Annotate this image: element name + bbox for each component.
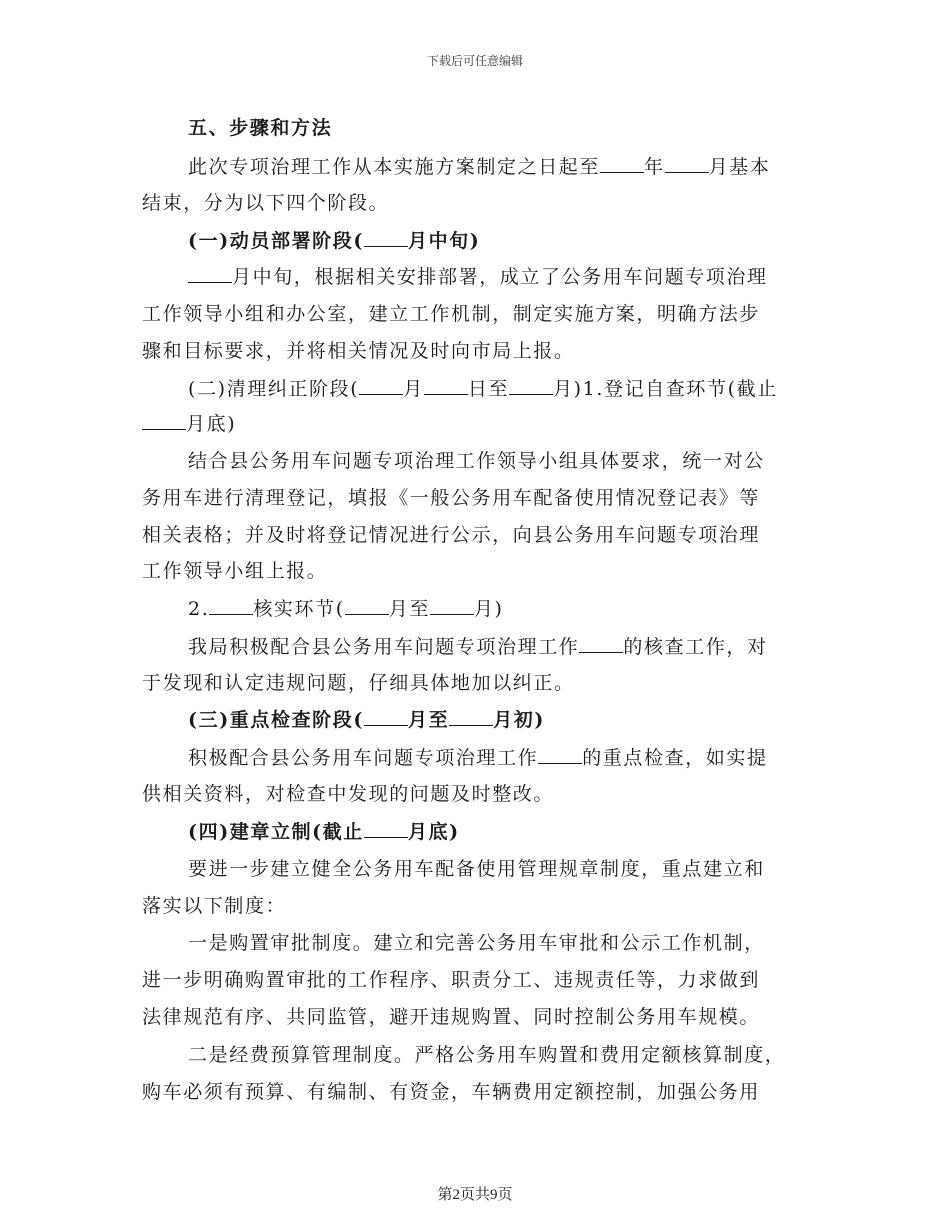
paragraph-line: 工作领导小组上报。 <box>142 560 328 582</box>
fill-in-blank <box>359 374 403 395</box>
paragraph-line: 法律规范有序、共同监管，避开违规购置、同时控制公务用车规模。 <box>142 1006 761 1028</box>
fill-in-blank <box>188 262 232 283</box>
paragraph-line: 落实以下制度： <box>142 895 287 917</box>
fill-in-blank <box>665 152 709 173</box>
paragraph-line: 购车必须有预算、有编制、有资金，车辆费用定额控制，加强公务用 <box>142 1081 761 1103</box>
paragraph-line: 结合县公务用车问题专项治理工作领导小组具体要求，统一对公 <box>188 450 765 472</box>
footer-suffix: 页 <box>497 1185 513 1203</box>
paragraph-line: 此次专项治理工作从本实施方案制定之日起至 年 月基本 <box>188 152 888 181</box>
fill-in-blank <box>142 409 186 430</box>
paragraph-line: 骤和目标要求，并将相关情况及时向市局上报。 <box>142 340 575 362</box>
paragraph-line: 结束，分为以下四个阶段。 <box>142 192 390 214</box>
footer-middle: 页共 <box>459 1185 490 1203</box>
fill-in-blank <box>424 374 468 395</box>
fill-in-blank <box>538 743 582 764</box>
footer-total-pages: 9 <box>490 1187 498 1203</box>
paragraph-line: 工作领导小组和办公室，建立工作机制，制定实施方案，明确方法步 <box>142 303 761 325</box>
fill-in-blank <box>509 374 553 395</box>
paragraph-line: 二是经费预算管理制度。严格公务用车购置和费用定额核算制度， <box>188 1044 786 1066</box>
paragraph-line: 我局积极配合县公务用车问题专项治理工作 的核查工作，对 <box>188 632 888 661</box>
fill-in-blank <box>600 152 644 173</box>
fill-in-blank <box>364 705 408 726</box>
fill-in-blank <box>364 817 408 838</box>
fill-in-blank <box>449 705 493 726</box>
fill-in-blank <box>364 226 408 247</box>
paragraph-line: (三)重点检查阶段( 月至 月初) <box>188 705 888 734</box>
paragraph-line: (二)清理纠正阶段( 月 日至 月)1.登记自查环节(截止 <box>188 374 888 403</box>
paragraph-line: 月底) <box>142 409 842 438</box>
paragraph-line: 于发现和认定违规问题，仔细具体地加以纠正。 <box>142 672 575 694</box>
footer-prefix: 第 <box>437 1185 453 1203</box>
paragraph-line: 相关表格；并及时将登记情况进行公示，向县公务用车问题专项治理 <box>142 524 761 546</box>
fill-in-blank <box>430 594 474 615</box>
paragraph-line: 积极配合县公务用车问题专项治理工作 的重点检查，如实提 <box>188 743 888 772</box>
paragraph-line: (一)动员部署阶段( 月中旬) <box>188 226 888 255</box>
paragraph-line: 进一步明确购置审批的工作程序、职责分工、违规责任等，力求做到 <box>142 969 761 991</box>
footer-page-number: 2 <box>452 1187 460 1203</box>
paragraph-line: 月中旬，根据相关安排部署，成立了公务用车问题专项治理 <box>188 262 888 291</box>
paragraph-line: (四)建章立制(截止 月底) <box>188 817 888 846</box>
paragraph-line: 2. 核实环节( 月至 月) <box>188 594 888 623</box>
page-header: 下载后可任意编辑 <box>426 54 523 68</box>
paragraph-line: 五、步骤和方法 <box>188 117 333 139</box>
paragraph-line: 一是购置审批制度。建立和完善公务用车审批和公示工作机制， <box>188 932 765 954</box>
fill-in-blank <box>345 594 389 615</box>
paragraph-line: 供相关资料，对检查中发现的问题及时整改。 <box>142 783 555 805</box>
page-footer <box>0 1183 950 1204</box>
fill-in-blank <box>209 594 253 615</box>
paragraph-line: 务用车进行清理登记，填报《一般公务用车配备使用情况登记表》等 <box>142 487 761 509</box>
fill-in-blank <box>579 632 623 653</box>
paragraph-line: 要进一步建立健全公务用车配备使用管理规章制度，重点建立和 <box>188 858 765 880</box>
